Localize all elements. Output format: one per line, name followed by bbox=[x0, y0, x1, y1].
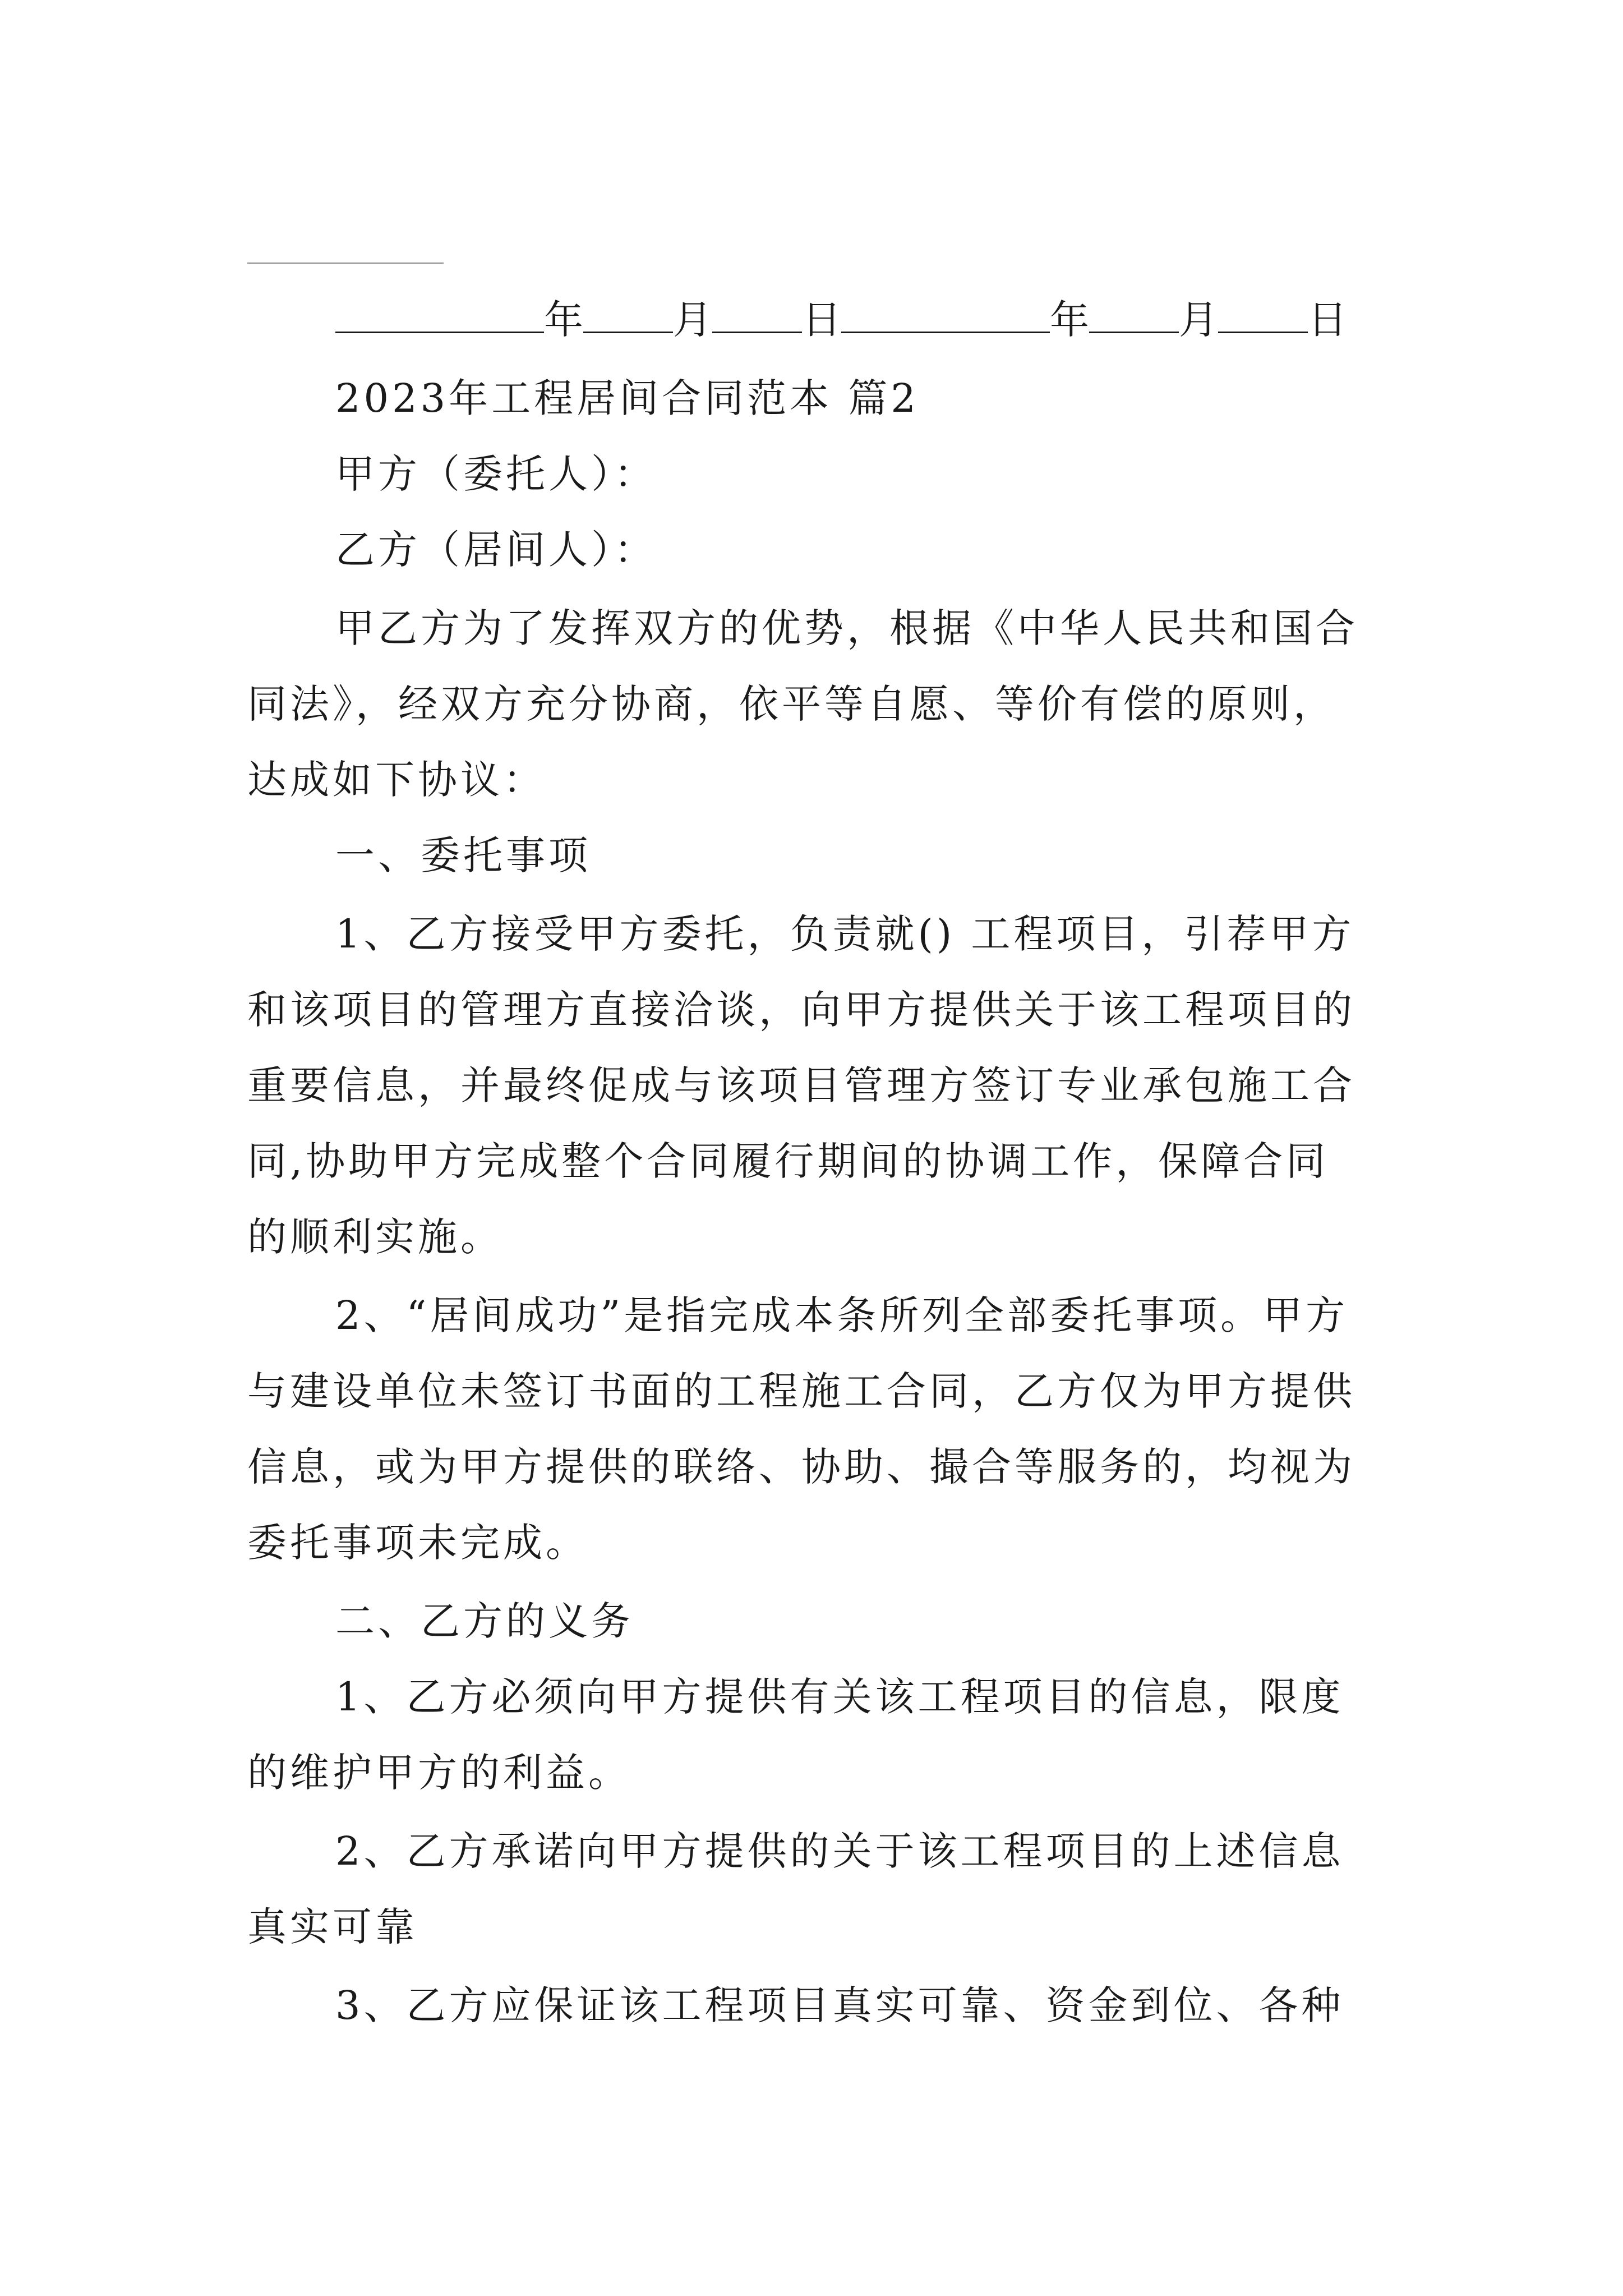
year-label-a: 年 bbox=[544, 297, 583, 343]
s1-item1-line-5: 的顺利实施。 bbox=[247, 1214, 503, 1260]
s2-item1-line-2: 的维护甲方的利益。 bbox=[247, 1750, 631, 1796]
s2-item3-line-1: 3、乙方应保证该工程项目真实可靠、资金到位、各种 bbox=[335, 1982, 1344, 2028]
year-blank-a bbox=[335, 292, 544, 333]
intro-line-2: 同法》，经双方充分协商，依平等自愿、等价有偿的原则， bbox=[247, 681, 1336, 727]
s2-item2-line-2: 真实可靠 bbox=[247, 1904, 418, 1950]
intro-line-1: 甲乙方为了发挥双方的优势，根据《中华人民共和国合 bbox=[335, 605, 1358, 651]
top-rule bbox=[247, 263, 444, 264]
s1-item1-line-2: 和该项目的管理方直接洽谈，向甲方提供关于该工程项目的 bbox=[247, 987, 1355, 1033]
year-label-b: 年 bbox=[1050, 297, 1089, 343]
document-title: 2023年工程居间合同范本 篇2 bbox=[335, 375, 919, 421]
month-blank-b bbox=[1089, 292, 1179, 333]
year-blank-b bbox=[841, 292, 1050, 333]
s1-item1-line-4: 同,协助甲方完成整个合同履行期间的协调工作，保障合同 bbox=[247, 1138, 1329, 1184]
s1-item2-line-3: 信息，或为甲方提供的联络、协助、撮合等服务的，均视为 bbox=[247, 1444, 1355, 1490]
intro-line-3: 达成如下协议： bbox=[247, 757, 546, 803]
section-1-heading: 一、委托事项 bbox=[335, 832, 591, 878]
day-blank-a bbox=[712, 292, 802, 333]
month-blank-a bbox=[583, 292, 673, 333]
day-label-a: 日 bbox=[802, 297, 841, 343]
party-b-label: 乙方（居间人）： bbox=[335, 527, 657, 573]
s2-item1-line-1: 1、乙方必须向甲方提供有关该工程项目的信息，限度 bbox=[335, 1674, 1344, 1720]
party-a-label: 甲方（委托人）： bbox=[335, 451, 657, 497]
s2-item2-line-1: 2、乙方承诺向甲方提供的关于该工程项目的上述信息 bbox=[335, 1828, 1344, 1874]
day-label-b: 日 bbox=[1308, 297, 1347, 343]
s1-item2-line-2: 与建设单位未签订书面的工程施工合同，乙方仅为甲方提供 bbox=[247, 1368, 1355, 1414]
s1-item2-line-1: 2、“居间成功”是指完成本条所列全部委托事项。甲方 bbox=[335, 1292, 1349, 1338]
month-label-b: 月 bbox=[1179, 297, 1218, 343]
section-2-heading: 二、乙方的义务 bbox=[335, 1598, 634, 1644]
s1-item2-line-4: 委托事项未完成。 bbox=[247, 1520, 588, 1566]
s1-item1-line-1: 1、乙方接受甲方委托，负责就() 工程项目，引荐甲方 bbox=[335, 911, 1355, 957]
month-label-a: 月 bbox=[673, 297, 712, 343]
signature-date-line bbox=[335, 292, 1347, 348]
day-blank-b bbox=[1218, 292, 1308, 333]
s1-item1-line-3: 重要信息，并最终促成与该项目管理方签订专业承包施工合 bbox=[247, 1062, 1355, 1108]
